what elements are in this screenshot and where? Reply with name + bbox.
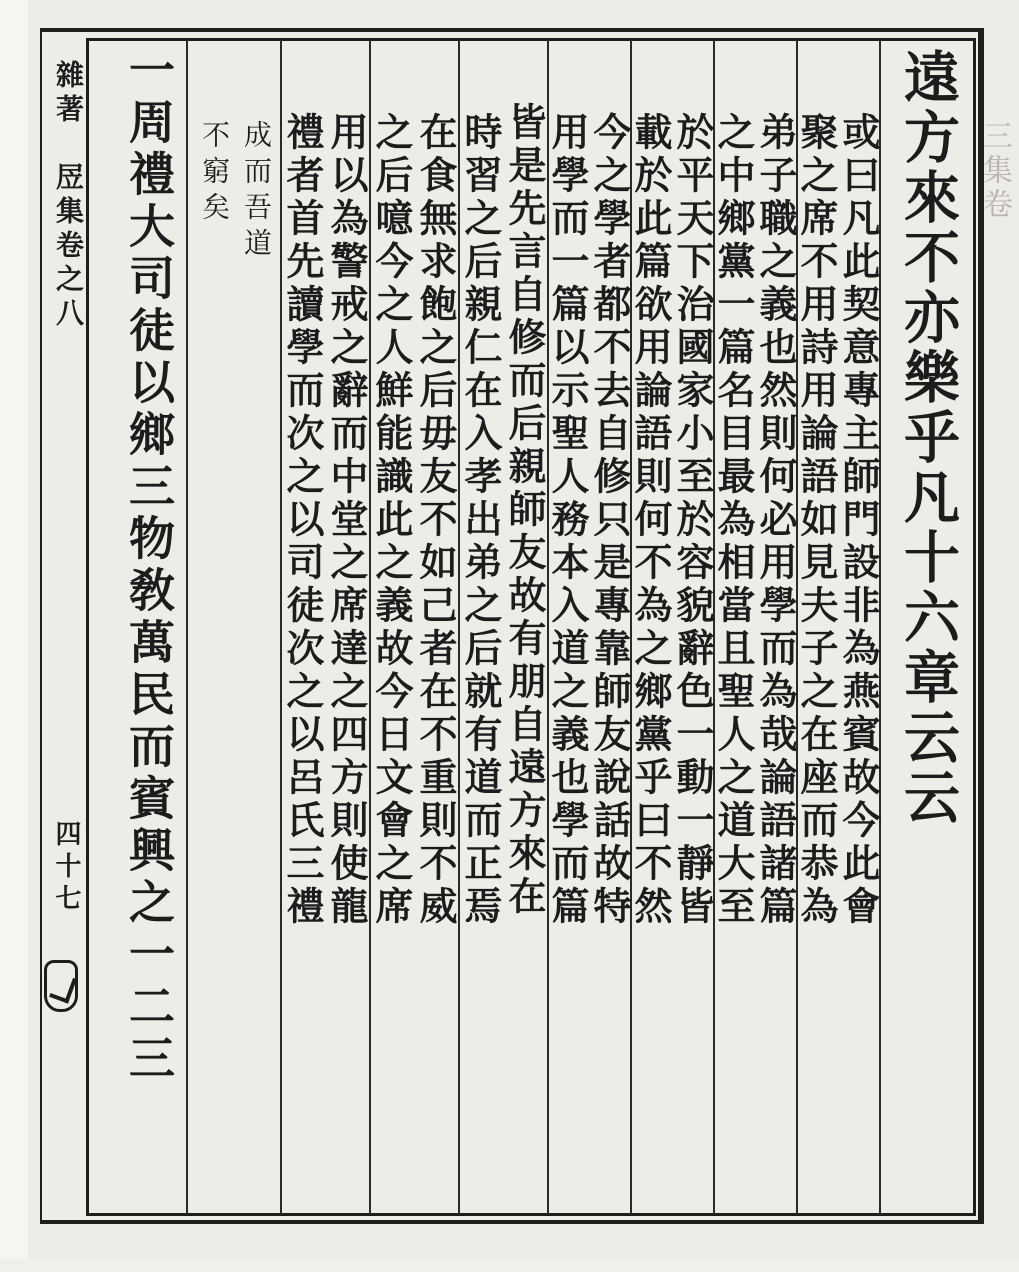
text-column: 之后噫今之人鮮能識此之義故今日文會之席 <box>369 112 414 929</box>
text-column: 今之學者都不去自修只是專靠師友說話故特 <box>587 112 632 929</box>
text-column: 之中鄉黨一篇名目最為相當且聖人之道大至 <box>711 112 756 929</box>
text-column: 弟子職之義也然則何必用學而為哉論語諸篇 <box>753 112 798 929</box>
column-rule <box>186 40 188 1214</box>
text-column-heading: 遠方來不亦樂乎凡十六章云云 <box>895 48 961 828</box>
text-column: 禮者首先讀學而次之以司徒次之以呂氏三禮 <box>280 112 325 929</box>
margin-page-number: 四十七 <box>51 820 81 916</box>
text-column: 聚之席不用詩用論語如見夫子之在座而恭為 <box>794 112 839 929</box>
text-column-short: 成而吾道 <box>240 120 273 264</box>
bleed-through-text: 三集卷 <box>977 120 1012 222</box>
text-column: 載於此篇欲用論語則何不為之鄉黨乎曰不然 <box>628 112 673 929</box>
text-column: 或曰凡此契意專主師門設非為燕賓故今此會 <box>836 112 881 929</box>
text-column: 於平天下治國家小至於容貌辭色一動一靜皆 <box>670 112 715 929</box>
text-column: 時習之后親仁在入孝出弟之后就有道而正焉 <box>458 112 503 929</box>
text-column: 用學而一篇以示聖人務本入道之義也學而篇 <box>545 112 590 929</box>
margin-title: 雜著 㞐集卷之八 <box>52 60 85 332</box>
text-column: 在食無求飽之后毋友不如己者在不重則不威 <box>413 112 458 929</box>
text-column: 皆是先言自修而后親師友故有朋自遠方來在 <box>502 102 547 919</box>
page-edge <box>0 0 28 1259</box>
text-column-short: 不窮矣 <box>198 120 231 228</box>
fish-tail-mark-icon <box>44 960 78 1012</box>
text-column-section-heading: 一周禮大司徒以鄉三物敎萬民而賓興之一二三 <box>122 46 176 1086</box>
text-column: 用以為警戒之辭而中堂之席達之四方則使龍 <box>324 112 369 929</box>
